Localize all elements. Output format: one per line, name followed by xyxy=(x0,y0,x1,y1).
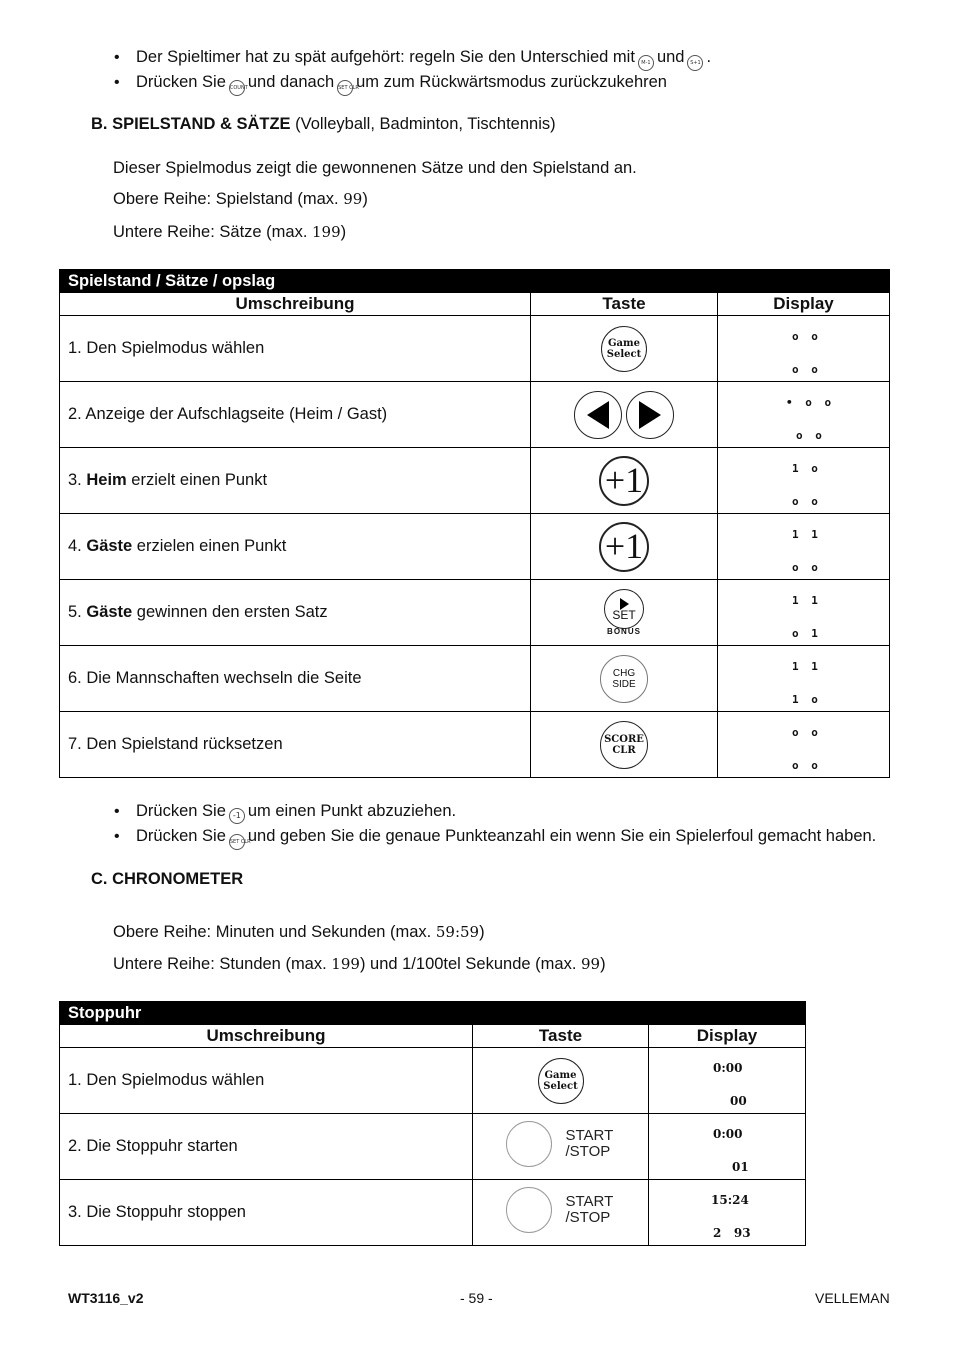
minus-one-minute-icon: M-1 xyxy=(638,55,654,71)
row-description: 3. Heim erzielt einen Punkt xyxy=(60,448,531,514)
table-title: Spielstand / Sätze / opslag xyxy=(60,270,890,293)
change-side-button-icon: CHG SIDE xyxy=(600,655,648,703)
column-header-description: Umschreibung xyxy=(60,1025,473,1048)
row-description: 4. Gäste erzielen einen Punkt xyxy=(60,514,531,580)
section-c-lower-row: Untere Reihe: Stunden (max. 199) und 1/100tel Sekunde (max. 99) xyxy=(113,955,606,973)
table-row xyxy=(60,646,890,712)
list-item: • Drücken Sie SET CLRund geben Sie die genaue Punkteanzahl ein wenn Sie ein Spielerfoul gemacht haben. xyxy=(114,824,876,849)
table-row xyxy=(60,712,890,778)
section-c-heading: C. CHRONOMETER xyxy=(91,870,244,888)
mid-bullet-list xyxy=(114,799,876,849)
footer-doc-id: WT3116_v2 xyxy=(68,1290,144,1306)
arrow-right-icon xyxy=(626,391,674,439)
set-clear-icon: SET CLR xyxy=(337,80,353,96)
section-b-intro: Dieser Spielmodus zeigt die gewonnenen Sätze und den Spielstand an. xyxy=(113,159,637,177)
score-clear-button-icon: SCORE CLR xyxy=(600,721,648,769)
row-description: 6. Die Mannschaften wechseln die Seite xyxy=(60,646,531,712)
row-description: 7. Den Spielstand rücksetzen xyxy=(60,712,531,778)
row-description: 2. Anzeige der Aufschlagseite (Heim / Gast) xyxy=(60,382,531,448)
plus-one-second-icon: S+1 xyxy=(687,55,703,71)
top-bullet-list xyxy=(114,45,711,95)
display-cell: 15:24 2 93 xyxy=(649,1180,806,1246)
table-row xyxy=(60,514,890,580)
row-description: 1. Den Spielmodus wählen xyxy=(60,1048,473,1114)
stopwatch-table xyxy=(59,1001,806,1246)
footer-brand: VELLEMAN xyxy=(815,1290,890,1306)
table-row xyxy=(60,1180,806,1246)
row-description: 5. Gäste gewinnen den ersten Satz xyxy=(60,580,531,646)
score-sets-table xyxy=(59,269,890,778)
section-b-heading: B. SPIELSTAND & SÄTZE (Volleyball, Badminton, Tischtennis) xyxy=(91,115,556,133)
arrow-left-icon xyxy=(574,391,622,439)
game-select-button-icon: Game Select xyxy=(538,1058,584,1104)
list-item: • Drücken Sie -1 um einen Punkt abzuziehen. xyxy=(114,799,876,824)
game-select-button-icon: Game Select xyxy=(601,326,647,372)
display-cell: 0:00 00 xyxy=(649,1048,806,1114)
plus-one-button-icon: +1 xyxy=(599,522,649,572)
display-cell: o o o o xyxy=(718,712,890,778)
set-bonus-button-icon: SET BONUS xyxy=(604,589,644,636)
display-cell: 1 1 o 1 xyxy=(718,580,890,646)
table-row xyxy=(60,580,890,646)
table-row xyxy=(60,1048,806,1114)
set-clear-icon: SET CLR xyxy=(229,834,245,850)
table-row xyxy=(60,448,890,514)
table-row xyxy=(60,316,890,382)
plus-one-button-icon: +1 xyxy=(599,456,649,506)
list-item: • Drücken Sie COUNTund danach SET CLRum zum Rückwärtsmodus zurückzukehren xyxy=(114,70,711,95)
row-description: 1. Den Spielmodus wählen xyxy=(60,316,531,382)
section-b-lower-row: Untere Reihe: Sätze (max. 199) xyxy=(113,223,347,241)
table-row xyxy=(60,382,890,448)
list-item: • Der Spieltimer hat zu spät aufgehört: regeln Sie den Unterschied mit M-1 und S+1 . xyxy=(114,45,711,70)
display-cell: o o o o xyxy=(718,316,890,382)
column-header-key: Taste xyxy=(531,293,718,316)
table-row xyxy=(60,1114,806,1180)
start-stop-button-icon: START /STOP xyxy=(506,1121,616,1167)
display-cell: 1 1 o o xyxy=(718,514,890,580)
column-header-display: Display xyxy=(718,293,890,316)
table-title: Stoppuhr xyxy=(60,1002,806,1025)
section-c-upper-row: Obere Reihe: Minuten und Sekunden (max. 59:59) xyxy=(113,923,485,941)
row-description: 2. Die Stoppuhr starten xyxy=(60,1114,473,1180)
count-mode-icon: COUNT xyxy=(229,80,245,96)
section-b-upper-row: Obere Reihe: Spielstand (max. 99) xyxy=(113,190,368,208)
display-cell: 1 1 1 o xyxy=(718,646,890,712)
display-cell: • o o o o xyxy=(718,382,890,448)
column-header-description: Umschreibung xyxy=(60,293,531,316)
display-cell: 1 o o o xyxy=(718,448,890,514)
column-header-key: Taste xyxy=(473,1025,649,1048)
display-cell: 0:00 01 xyxy=(649,1114,806,1180)
row-description: 3. Die Stoppuhr stoppen xyxy=(60,1180,473,1246)
minus-one-icon: -1 xyxy=(229,808,245,824)
footer-page-number: - 59 - xyxy=(460,1290,493,1306)
column-header-display: Display xyxy=(649,1025,806,1048)
start-stop-button-icon: START /STOP xyxy=(506,1187,616,1233)
